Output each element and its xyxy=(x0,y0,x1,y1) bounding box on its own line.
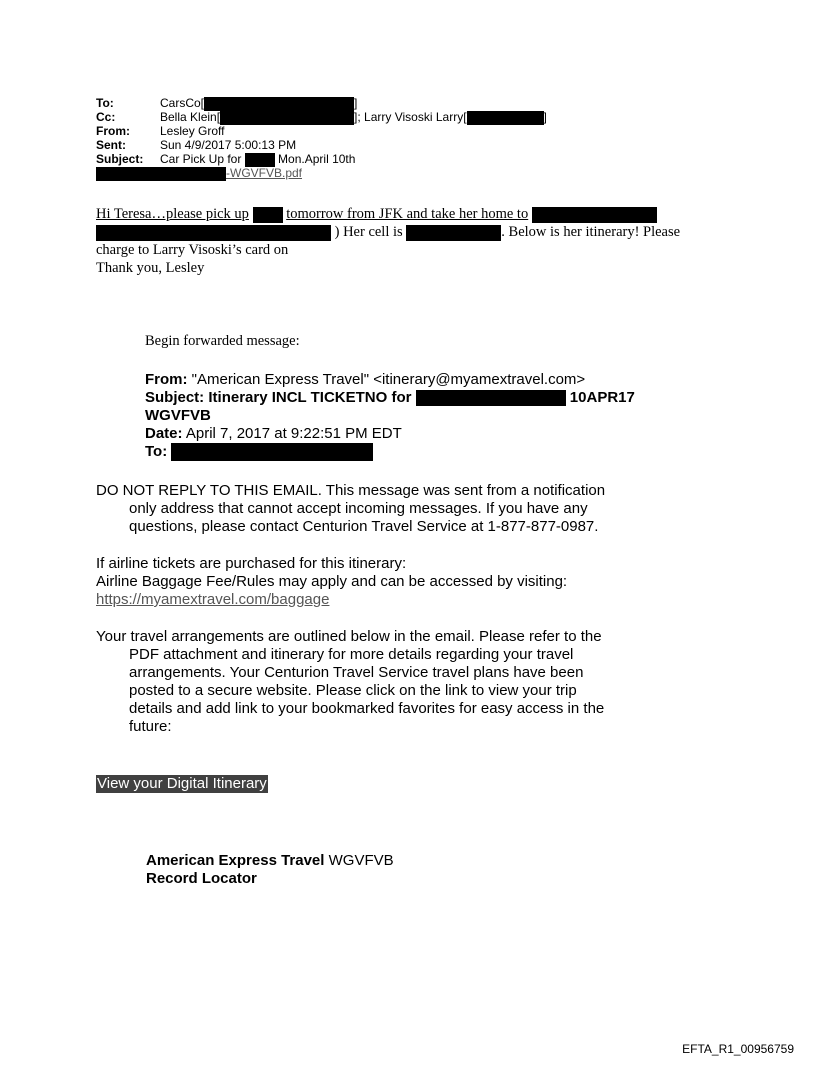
baggage-paragraph xyxy=(96,555,716,609)
locator-label: Record Locator xyxy=(146,870,257,887)
message-line-4: Thank you, Lesley xyxy=(96,260,205,276)
cc-value xyxy=(160,110,547,125)
fwd-subject-code: WGVFVB xyxy=(145,407,211,424)
arrangements-line: Your travel arrangements are outlined below in the email. Please refer to the xyxy=(96,628,602,645)
subject-text-2: Mon.April 10th xyxy=(278,152,356,166)
fwd-subject-row xyxy=(145,389,705,407)
redaction-box xyxy=(253,207,283,223)
sent-value: Sun 4/9/2017 5:00:13 PM xyxy=(160,138,297,152)
arrangements-line: posted to a secure website. Please click on the link to view your trip xyxy=(129,682,577,699)
notice-line: DO NOT REPLY TO THIS EMAIL. This message was sent from a notification xyxy=(96,482,606,499)
to-value xyxy=(160,96,357,111)
fwd-subject-label: Subject: xyxy=(145,389,205,406)
locator-code: WGVFVB xyxy=(328,852,394,869)
baggage-line: If airline tickets are purchased for this itinerary: xyxy=(96,555,407,572)
message-text: ) Her cell is xyxy=(334,224,403,240)
fwd-subject-value: Itinerary INCL TICKETNO for xyxy=(208,389,412,406)
to-close: ] xyxy=(354,96,358,110)
fwd-to-label: To: xyxy=(145,443,168,460)
message-body xyxy=(96,205,736,277)
cc-name-2: ]; Larry Visoski Larry[ xyxy=(354,110,467,124)
cc-label: Cc: xyxy=(96,110,116,124)
fwd-to-row xyxy=(145,443,705,461)
message-text: tomorrow from JFK and take her home to xyxy=(286,206,529,222)
notice-line: questions, please contact Centurion Travel Service at 1-877-877-0987. xyxy=(129,518,599,535)
fwd-from-label: From: xyxy=(145,371,188,388)
redaction-box xyxy=(416,390,566,406)
subject-label: Subject: xyxy=(96,152,144,166)
attachment-link[interactable]: -WGVFVB.pdf xyxy=(226,166,303,180)
fwd-from-value: "American Express Travel" <itinerary@myamextravel.com> xyxy=(191,371,586,388)
redaction-box xyxy=(96,225,331,241)
fwd-date-label: Date: xyxy=(145,425,183,442)
redaction-box xyxy=(467,111,544,125)
notice-paragraph xyxy=(96,482,716,536)
from-label: From: xyxy=(96,124,130,138)
to-label: To: xyxy=(96,96,114,110)
arrangements-paragraph xyxy=(96,628,716,736)
locator-row xyxy=(146,852,394,870)
baggage-link[interactable]: https://myamextravel.com/baggage xyxy=(96,591,330,608)
message-line-2 xyxy=(96,223,736,241)
arrangements-line: details and add link to your bookmarked favorites for easy access in the xyxy=(129,700,605,717)
subject-value xyxy=(160,152,355,167)
baggage-line: Airline Baggage Fee/Rules may apply and can be accessed by visiting: xyxy=(96,573,568,590)
locator-company: American Express Travel xyxy=(146,852,325,869)
fwd-subject-date: 10APR17 xyxy=(569,389,635,406)
fwd-from-row xyxy=(145,371,705,389)
redaction-box xyxy=(204,97,354,111)
sent-label: Sent: xyxy=(96,138,126,152)
header-attachment-row xyxy=(96,166,302,181)
redaction-box xyxy=(220,111,354,125)
footer-document-id: EFTA_R1_00956759 xyxy=(682,1042,794,1056)
message-text: Hi Teresa…please pick up xyxy=(96,206,249,222)
message-line-3: charge to Larry Visoski’s card on xyxy=(96,242,289,258)
fwd-date-value: April 7, 2017 at 9:22:51 PM EDT xyxy=(185,425,402,442)
subject-text-1: Car Pick Up for xyxy=(160,152,242,166)
fwd-date-row xyxy=(145,425,705,443)
view-itinerary-button[interactable]: View your Digital Itinerary xyxy=(97,775,267,792)
notice-line: only address that cannot accept incoming messages. If you have any xyxy=(129,500,588,517)
cc-name-1: Bella Klein[ xyxy=(160,110,221,124)
cc-close: ] xyxy=(543,110,547,124)
message-text: . Below is her itinerary! Please xyxy=(501,224,681,240)
message-line-1 xyxy=(96,205,736,223)
redaction-box xyxy=(245,153,275,167)
redaction-box xyxy=(406,225,501,241)
arrangements-line: future: xyxy=(129,718,172,735)
forwarded-header xyxy=(145,371,705,461)
record-locator xyxy=(146,852,394,888)
redaction-box xyxy=(96,167,226,181)
from-value: Lesley Groff xyxy=(160,124,225,138)
redaction-box xyxy=(171,443,373,461)
to-name: CarsCo[ xyxy=(160,96,205,110)
redaction-box xyxy=(532,207,657,223)
forwarded-intro: Begin forwarded message: xyxy=(145,333,300,349)
arrangements-line: PDF attachment and itinerary for more details regarding your travel xyxy=(129,646,574,663)
arrangements-line: arrangements. Your Centurion Travel Service travel plans have been xyxy=(129,664,584,681)
